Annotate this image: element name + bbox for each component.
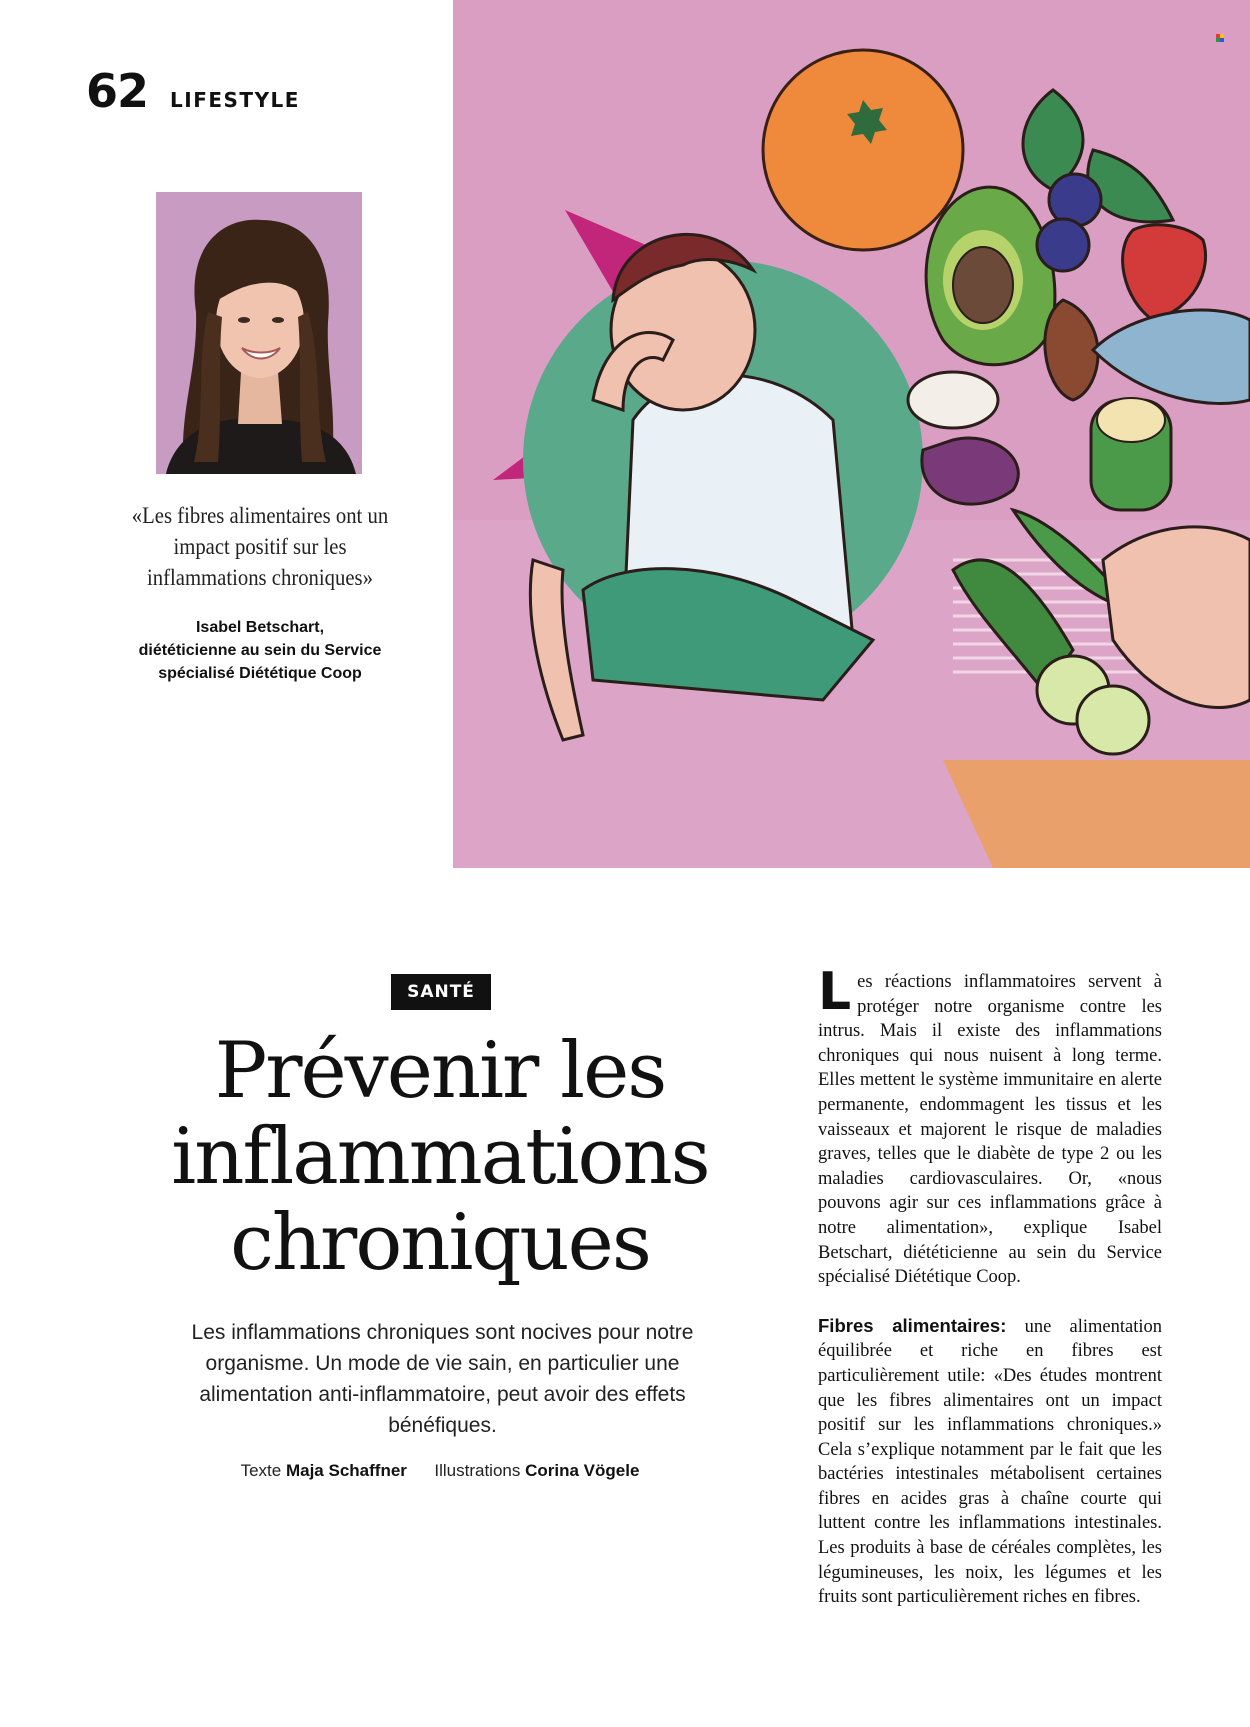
body-paragraph-2: [818, 1314, 1162, 1610]
body-paragraph-1: [818, 962, 1162, 1290]
title-line-1: Prévenir les: [214, 1026, 666, 1116]
page-number: 62: [86, 64, 149, 118]
hero-illustration: [453, 0, 1250, 868]
paragraph-1-text: es réactions inflammatoires servent à protéger notre organisme contre les intrus. Mais il existe des inflammations chroniques qui nous nuisent à long terme. Elles mettent le système immunitaire en alerte permanente, endommagent les tissus et les vaisseaux et majorent le risque de maladies graves, telles que le diabète de type 2 ou les maladies cardiovasculaires. Or, «nous pouvons agir sur ces inflammations grâce à notre alimentation», explique Isabel Betschart, diététicienne au sein du Service spécialisé Diététique Coop.: [818, 972, 1162, 1288]
author-portrait: [156, 192, 362, 474]
page-header: [86, 64, 300, 118]
article-title: [150, 1028, 730, 1286]
pull-quote: «Les fibres alimentaires ont un impact positif sur les inflammations chroniques»: [131, 503, 389, 590]
paragraph-2-text: une alimentation équilibrée et riche en fibres est particulièrement utile: «Des études montrent que les fibres alimentaires ont un impact positif sur les inflammations chroniques.» Cela s’explique notamment par le fait que les bactéries intestinales métabolisent certaines fibres en acides gras à chaîne courte qui luttent contre les inflammations intestinales. Les produits à base de céréales complètes, les légumineuses, les noix, les légumes et les fruits sont particulièrement riches en fibres.: [818, 1316, 1163, 1608]
article-credits: [150, 1461, 730, 1481]
category-badge: SANTÉ: [391, 974, 491, 1010]
text-credit-label: Texte: [240, 1461, 282, 1480]
text-credit-author: Maja Schaffner: [285, 1461, 407, 1480]
paragraph-subhead: Fibres alimentaires:: [818, 1314, 1007, 1336]
quote-author-role: diététicienne au sein du Service spécialisé Diététique Coop: [138, 642, 382, 682]
title-line-2: inflammations: [171, 1112, 709, 1202]
illustration-credit-label: Illustrations: [434, 1461, 521, 1480]
illustration-credit-author: Corina Vögele: [525, 1461, 640, 1480]
color-mark-icon: [1216, 34, 1224, 42]
standfirst: Les inflammations chroniques sont nocives pour notre organisme. Un mode de vie sain, en particulier une alimentation anti-inflammatoire, peut avoir des effets bénéfiques.: [191, 1321, 694, 1437]
drop-cap: L: [818, 962, 852, 1022]
quote-author-name: Isabel Betschart,: [195, 619, 325, 636]
quote-attribution: [110, 616, 410, 685]
article-body: [818, 962, 1163, 1610]
title-line-3: chroniques: [230, 1198, 650, 1288]
section-label: LIFESTYLE: [170, 88, 300, 112]
